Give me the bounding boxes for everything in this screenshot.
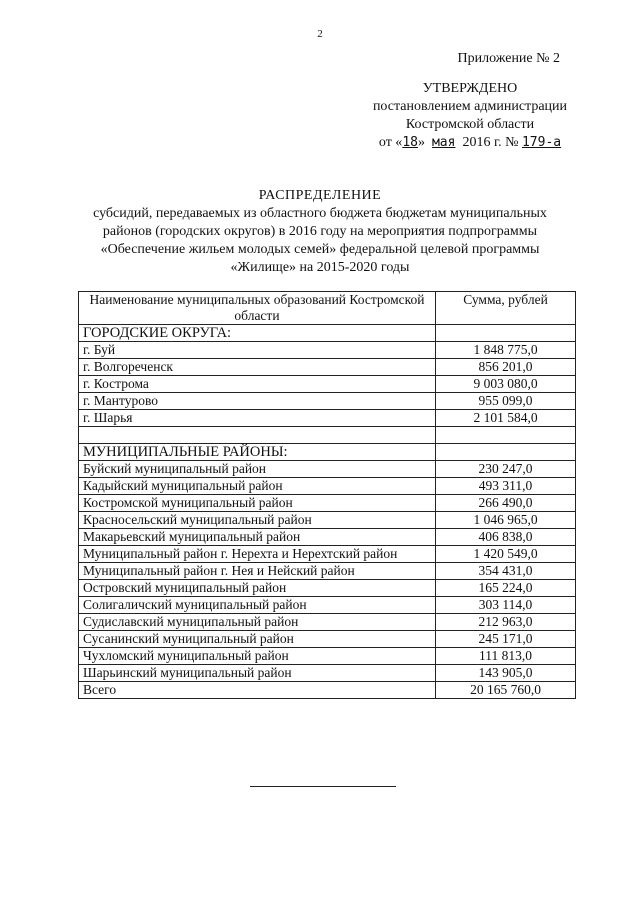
table-row [79, 529, 576, 546]
table-row [79, 342, 576, 359]
section-amount-empty [436, 444, 576, 461]
row-amount: 165 224,0 [436, 580, 576, 597]
table-row [79, 580, 576, 597]
closing-rule [250, 786, 396, 787]
spacer-cell [436, 427, 576, 444]
row-amount: 856 201,0 [436, 359, 576, 376]
row-name: Красносельский муниципальный район [79, 512, 436, 529]
header-name: Наименование муниципальных образований Костромской области [79, 292, 436, 325]
table-row [79, 512, 576, 529]
row-amount: 143 905,0 [436, 665, 576, 682]
approval-block [330, 50, 610, 152]
row-amount: 212 963,0 [436, 614, 576, 631]
date-year: 2016 г. № [462, 135, 519, 150]
row-amount: 230 247,0 [436, 461, 576, 478]
title-line-2: районов (городских округов) в 2016 году на мероприятия подпрограммы [102, 224, 538, 239]
table-row [79, 495, 576, 512]
row-name: Макарьевский муниципальный район [79, 529, 436, 546]
row-name: Буйский муниципальный район [79, 461, 436, 478]
header-amount: Сумма, рублей [436, 292, 576, 325]
total-label: Всего [79, 682, 436, 699]
approval-line-2: Костромской области [405, 117, 535, 132]
section-label: МУНИЦИПАЛЬНЫЕ РАЙОНЫ: [79, 444, 436, 461]
row-amount: 266 490,0 [436, 495, 576, 512]
title-line-4: «Жилище» на 2015-2020 годы [230, 260, 410, 275]
appendix-label: Приложение № 2 [457, 51, 560, 66]
row-name: Муниципальный район г. Нея и Нейский район [79, 563, 436, 580]
row-amount: 2 101 584,0 [436, 410, 576, 427]
row-amount: 111 813,0 [436, 648, 576, 665]
date-month: мая [431, 135, 456, 150]
row-name: г. Кострома [79, 376, 436, 393]
total-amount: 20 165 760,0 [436, 682, 576, 699]
table-row [79, 631, 576, 648]
title-line-1: субсидий, передаваемых из областного бюджета бюджетам муниципальных [93, 206, 547, 221]
row-amount: 354 431,0 [436, 563, 576, 580]
table-row [79, 461, 576, 478]
row-amount: 493 311,0 [436, 478, 576, 495]
row-name: Муниципальный район г. Нерехта и Нерехтский район [79, 546, 436, 563]
row-name: Костромской муниципальный район [79, 495, 436, 512]
row-amount: 1 046 965,0 [436, 512, 576, 529]
row-name: Кадыйский муниципальный район [79, 478, 436, 495]
row-name: г. Шарья [79, 410, 436, 427]
date-day: 18 [402, 135, 418, 150]
table-row [79, 665, 576, 682]
table-row [79, 546, 576, 563]
section-row-urban [79, 325, 576, 342]
row-amount: 1 420 549,0 [436, 546, 576, 563]
table-row [79, 614, 576, 631]
row-amount: 1 848 775,0 [436, 342, 576, 359]
row-name: Судиславский муниципальный район [79, 614, 436, 631]
row-name: г. Мантурово [79, 393, 436, 410]
table-row [79, 359, 576, 376]
table-row [79, 563, 576, 580]
row-name: г. Буй [79, 342, 436, 359]
table-row [79, 410, 576, 427]
row-name: Чухломский муниципальный район [79, 648, 436, 665]
table-row [79, 376, 576, 393]
date-mid: » [417, 135, 425, 150]
approved-label: УТВЕРЖДЕНО [422, 81, 518, 96]
row-amount: 955 099,0 [436, 393, 576, 410]
row-name: г. Волгореченск [79, 359, 436, 376]
row-name: Шарьинский муниципальный район [79, 665, 436, 682]
row-amount: 303 114,0 [436, 597, 576, 614]
table-row [79, 478, 576, 495]
title-line-3: «Обеспечение жильем молодых семей» федеральной целевой программы [100, 242, 540, 257]
row-name: Солигаличский муниципальный район [79, 597, 436, 614]
row-amount: 9 003 080,0 [436, 376, 576, 393]
row-amount: 245 171,0 [436, 631, 576, 648]
row-amount: 406 838,0 [436, 529, 576, 546]
section-row-districts [79, 444, 576, 461]
table-header-row [79, 292, 576, 325]
document-title [0, 187, 640, 277]
table-row [79, 597, 576, 614]
row-name: Сусанинский муниципальный район [79, 631, 436, 648]
spacer-cell [79, 427, 436, 444]
section-amount-empty [436, 325, 576, 342]
table-row [79, 393, 576, 410]
total-row [79, 682, 576, 699]
row-name: Островский муниципальный район [79, 580, 436, 597]
decree-number: 179-а [521, 135, 562, 150]
title-heading: РАСПРЕДЕЛЕНИЕ [258, 188, 382, 203]
spacer-row [79, 427, 576, 444]
approval-date-line [330, 134, 610, 152]
section-label: ГОРОДСКИЕ ОКРУГА: [79, 325, 436, 342]
page-number: 2 [317, 28, 323, 40]
subsidy-table [78, 291, 576, 699]
table-row [79, 648, 576, 665]
date-prefix: от « [378, 135, 403, 150]
approval-line-1: постановлением администрации [372, 99, 568, 114]
